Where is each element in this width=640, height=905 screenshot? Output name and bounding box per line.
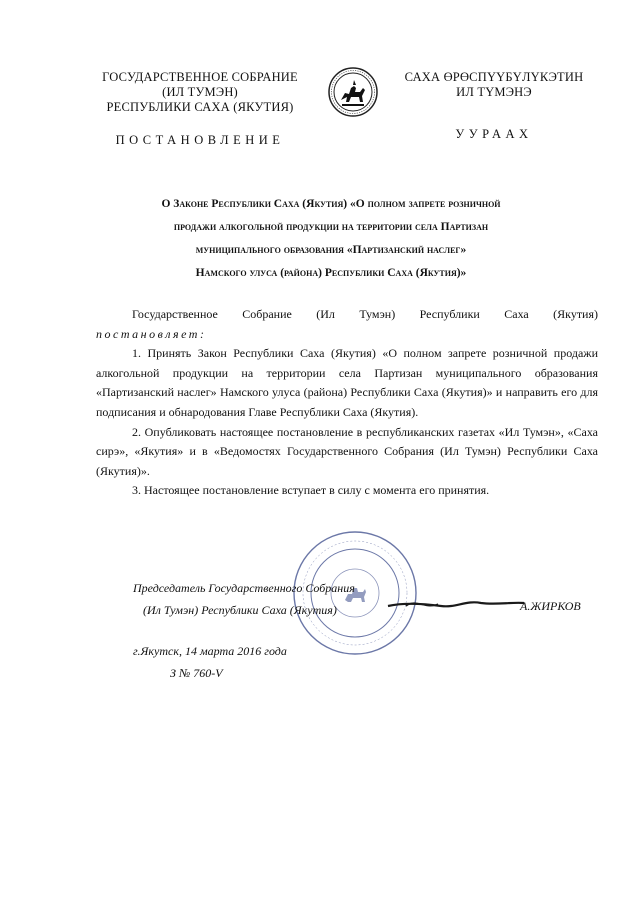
- document-title: [96, 193, 566, 285]
- org-name-sakha-line2: ИЛ ТҮМЭНЭ: [456, 85, 532, 99]
- place-date-block: [133, 640, 287, 684]
- handwritten-signature: [386, 586, 526, 626]
- item-2: 2. Опубликовать настоящее постановление в республиканских газетах «Ил Тумэн», «Саха сирэ», «Якутия» и в «Ведомостях Государственного Собрания (Ил Тумэн) Республики Саха (Якутия)».: [96, 424, 598, 478]
- coat-of-arms-icon: [327, 66, 379, 118]
- decree-label-ru: ПОСТАНОВЛЕНИЕ: [115, 133, 285, 147]
- org-name-line2: (ИЛ ТУМЭН): [162, 85, 238, 99]
- signatory-title-line1: Председатель Государственного Собрания: [133, 581, 355, 595]
- org-name-sakha-line1: САХА ӨРӨСПҮҮБҮЛҮКЭТИН: [404, 70, 584, 84]
- decree-label-sakha: УУРААХ: [455, 127, 533, 141]
- org-name-line3: РЕСПУБЛИКИ САХА (ЯКУТИЯ): [106, 100, 294, 114]
- header-left-block: [80, 70, 320, 115]
- title-line: продажи алкогольной продукции на территории села Партизан: [173, 221, 489, 233]
- title-line: муниципального образования «Партизанский наслег»: [195, 244, 467, 256]
- signatory-title-line2: (Ил Тумэн) Республики Саха (Якутия): [143, 603, 337, 617]
- header-right-block: [384, 70, 604, 100]
- item-1: 1. Принять Закон Республики Саха (Якутия) «О полном запрете розничной продажи алкогольной продукции на территории села Партизан муниципального образования «Партизанский наслег» Намского улуса (района) Республики Саха (Якутия)» и направить его для подписания и обнародования Главе Республики Саха (Якутия).: [96, 346, 598, 419]
- document-number: З № 760-V: [170, 666, 223, 680]
- org-name-line1: ГОСУДАРСТВЕННОЕ СОБРАНИЕ: [102, 70, 298, 84]
- resolves-word: постановляет:: [96, 326, 207, 341]
- signatory-title: [133, 577, 355, 621]
- document-body: [96, 305, 598, 501]
- place-date: г.Якутск, 14 марта 2016 года: [133, 644, 287, 658]
- intro-paragraph: Государственное Собрание (Ил Тумэн) Республики Саха (Якутия): [132, 307, 598, 321]
- title-line: О Законе Республики Саха (Якутия) «О полном запрете розничной: [161, 198, 501, 210]
- item-3: 3. Настоящее постановление вступает в силу с момента его принятия.: [132, 483, 490, 498]
- signatory-name: А.ЖИРКОВ: [520, 599, 581, 613]
- title-line: Намского улуса (района) Республики Саха (Якутия)»: [195, 267, 467, 279]
